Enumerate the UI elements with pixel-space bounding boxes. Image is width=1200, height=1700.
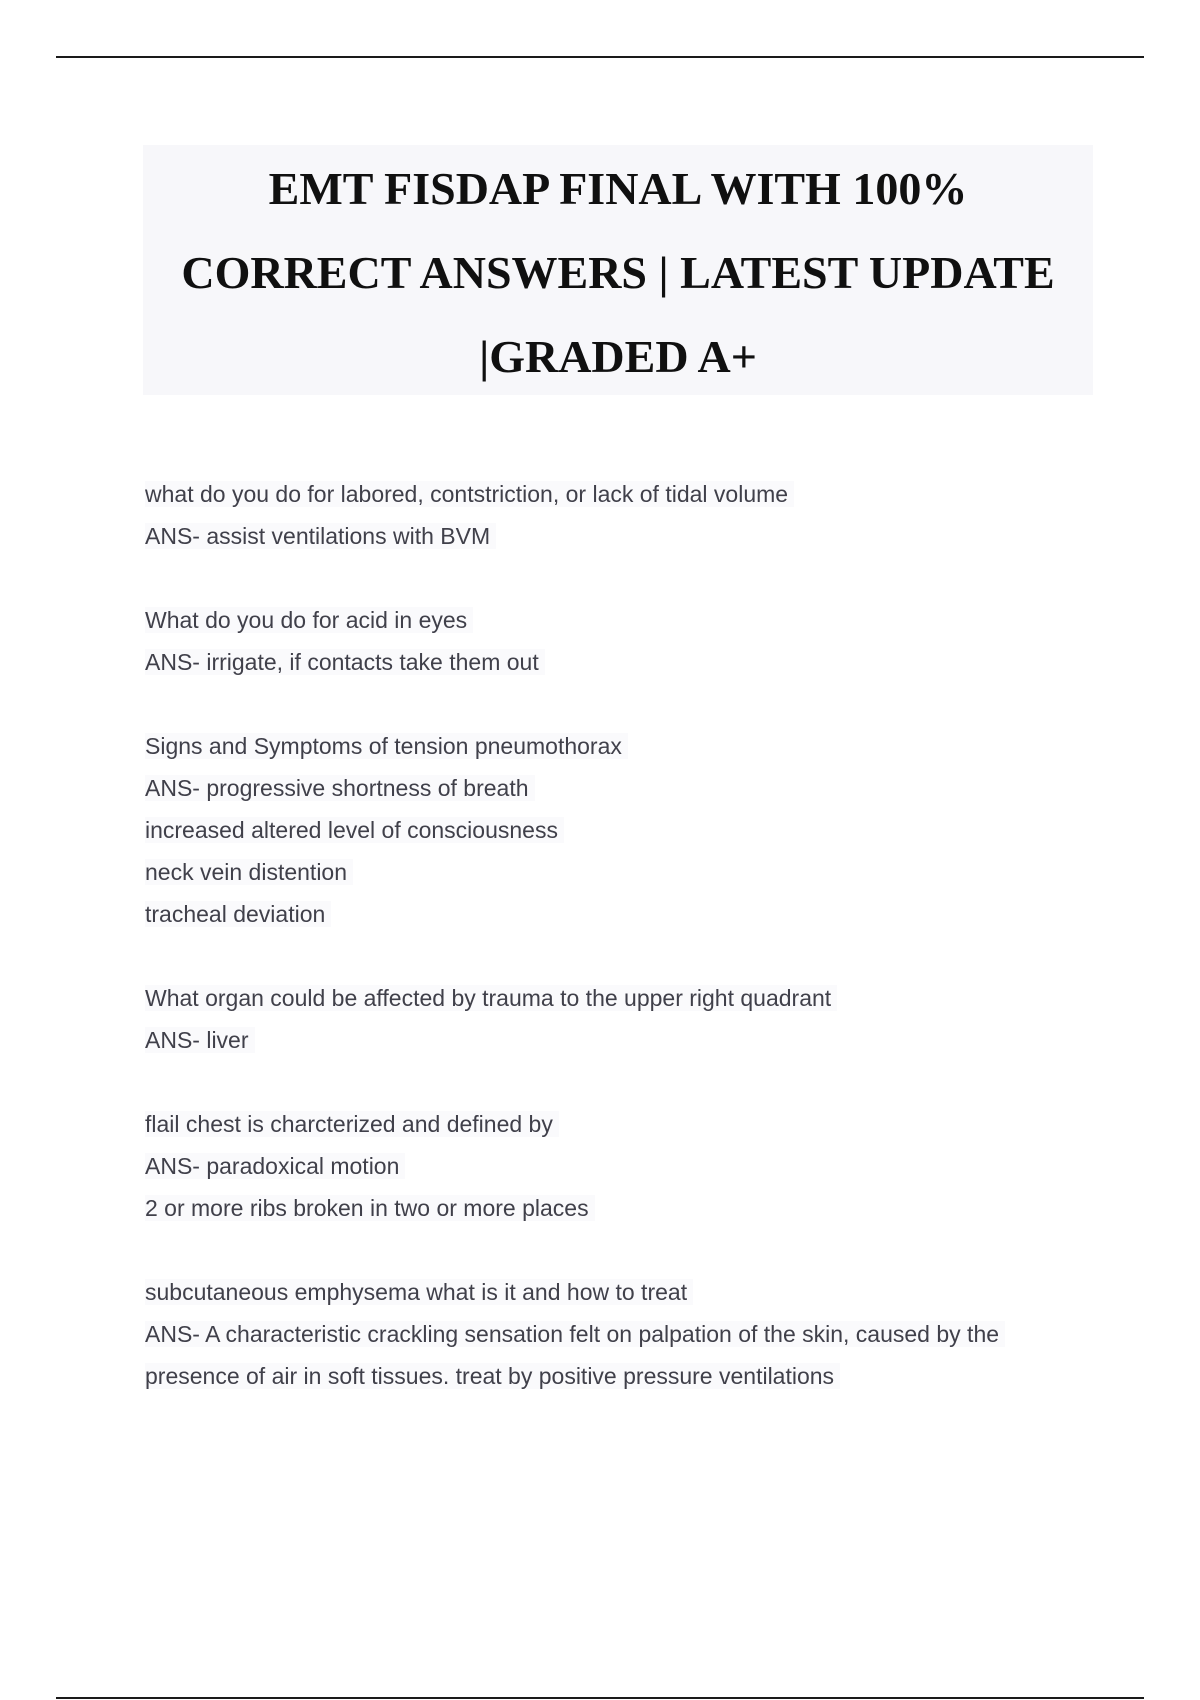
answer-text: neck vein distention: [145, 859, 353, 885]
bottom-rule: [56, 1697, 1144, 1699]
qa-item: [145, 1103, 1105, 1229]
question-text: What organ could be affected by trauma to the upper right quadrant: [145, 985, 837, 1011]
answer-text: increased altered level of consciousness: [145, 817, 564, 843]
answer-text: ANS- A characteristic crackling sensation felt on palpation of the skin, caused by the: [145, 1321, 1005, 1347]
qa-item: [145, 599, 1105, 683]
qa-item: [145, 473, 1105, 557]
question-text: flail chest is charcterized and defined by: [145, 1111, 559, 1137]
question-text: what do you do for labored, contstriction, or lack of tidal volume: [145, 481, 794, 507]
qa-item: [145, 977, 1105, 1061]
answer-text: 2 or more ribs broken in two or more places: [145, 1195, 595, 1221]
question-text: What do you do for acid in eyes: [145, 607, 473, 633]
document-title-line-2: CORRECT ANSWERS | LATEST UPDATE: [181, 247, 1055, 298]
answer-text: presence of air in soft tissues. treat by positive pressure ventilations: [145, 1363, 840, 1389]
qa-item: [145, 1271, 1105, 1397]
answer-text: ANS- paradoxical motion: [145, 1153, 405, 1179]
qa-item: [145, 725, 1105, 935]
document-title-block: [143, 145, 1093, 395]
document-title-line-3: |GRADED A+: [479, 331, 757, 382]
answer-text: ANS- liver: [145, 1027, 255, 1053]
top-rule: [56, 56, 1144, 58]
qa-list: [145, 473, 1105, 1439]
question-text: subcutaneous emphysema what is it and how to treat: [145, 1279, 693, 1305]
answer-text: ANS- assist ventilations with BVM: [145, 523, 496, 549]
answer-text: ANS- progressive shortness of breath: [145, 775, 535, 801]
answer-text: ANS- irrigate, if contacts take them out: [145, 649, 545, 675]
question-text: Signs and Symptoms of tension pneumothorax: [145, 733, 628, 759]
answer-text: tracheal deviation: [145, 901, 331, 927]
document-title-line-1: EMT FISDAP FINAL WITH 100%: [268, 163, 968, 214]
